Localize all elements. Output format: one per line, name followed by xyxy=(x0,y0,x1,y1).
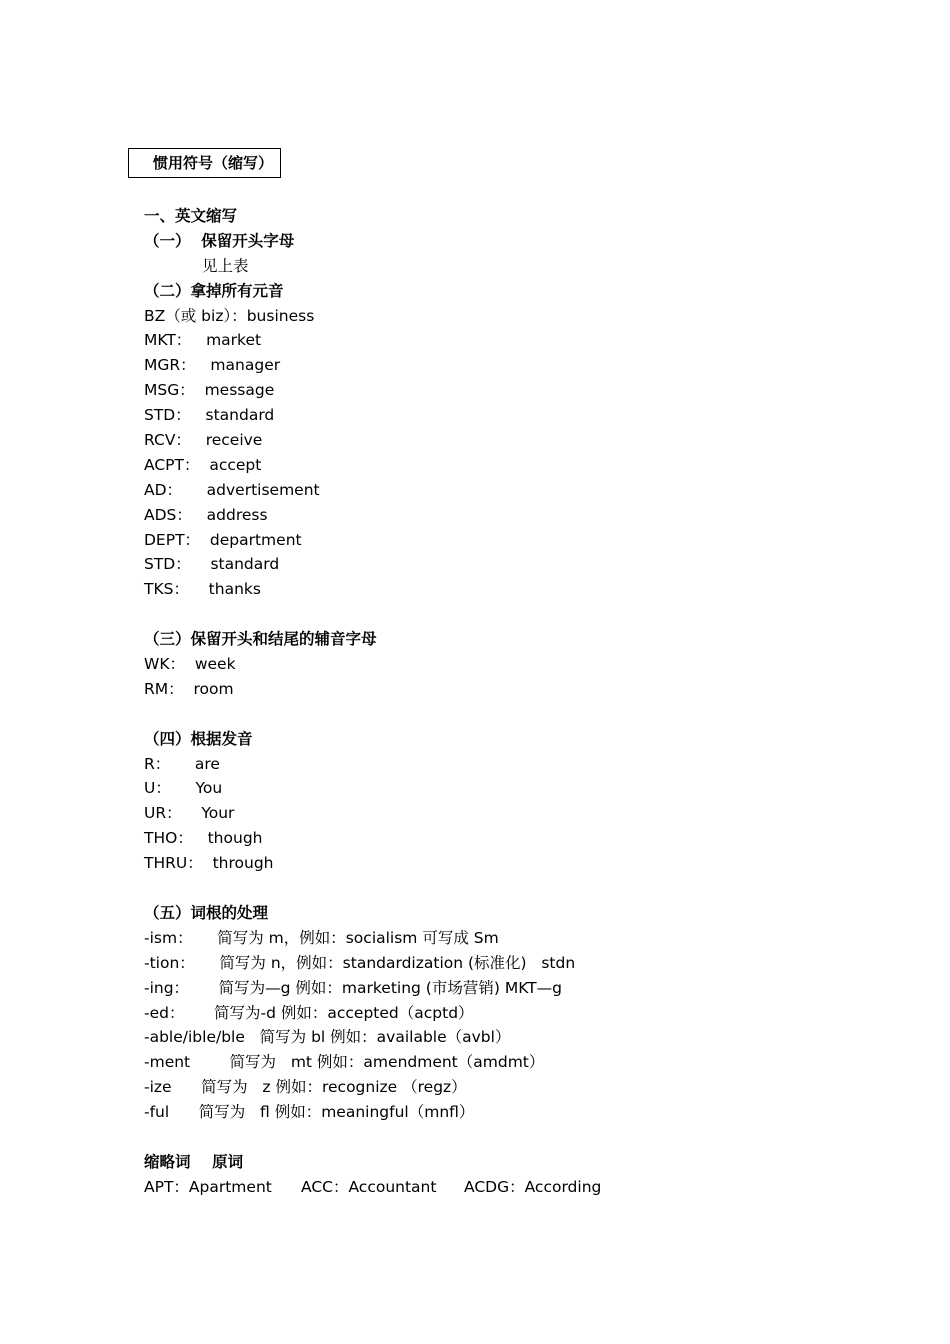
spacer xyxy=(144,602,904,627)
list-item: RM： room xyxy=(144,679,234,698)
list-item: THO： though xyxy=(144,829,263,848)
list-item: DEPT： department xyxy=(144,530,302,549)
section-1-note: 见上表 xyxy=(202,256,249,275)
list-item: -ing： 简写为—g 例如：marketing (市场营销) MKT—g xyxy=(144,978,562,997)
section-4-heading: （四）根据发音 xyxy=(144,729,253,748)
list-item: TKS： thanks xyxy=(144,580,261,599)
spacer xyxy=(144,702,904,727)
section-1-heading: （一） 保留开头字母 xyxy=(144,231,295,250)
list-item: -able/ible/ble 简写为 bl 例如：available（avbl） xyxy=(144,1028,511,1047)
glossary-entry: ACDG：According xyxy=(464,1177,602,1196)
list-item: -ment 简写为 mt 例如：amendment（amdmt） xyxy=(144,1053,545,1072)
page-title: 惯用符号（缩写） xyxy=(153,154,274,172)
document-body xyxy=(144,204,904,1200)
list-item: -ism： 简写为 m，例如：socialism 可写成 Sm xyxy=(144,928,499,947)
list-item: AD： advertisement xyxy=(144,480,320,499)
list-item: MKT： market xyxy=(144,331,262,350)
list-item: ACPT： accept xyxy=(144,455,262,474)
list-item: STD： standard xyxy=(144,406,275,425)
glossary-row xyxy=(144,1175,904,1200)
list-item: U： You xyxy=(144,779,223,798)
list-item: -ful 简写为 fl 例如：meaningful（mnfl） xyxy=(144,1103,475,1122)
list-item: BZ（或 biz）：business xyxy=(144,306,315,325)
list-item: THRU： through xyxy=(144,854,274,873)
glossary-heading: 缩略词 原词 xyxy=(144,1152,244,1171)
list-item: WK： week xyxy=(144,655,236,674)
list-item: -tion： 简写为 n，例如：standardization (标准化) stdn xyxy=(144,953,576,972)
title-box xyxy=(128,148,281,178)
list-item: MSG： message xyxy=(144,381,275,400)
section-3-heading: （三）保留开头和结尾的辅音字母 xyxy=(144,630,377,649)
list-item: MGR： manager xyxy=(144,356,281,375)
glossary-entry: APT：Apartment xyxy=(144,1177,272,1196)
glossary-entry: ACC：Accountant xyxy=(301,1177,437,1196)
list-item: ADS： address xyxy=(144,505,268,524)
main-heading: 一、英文缩写 xyxy=(144,207,238,225)
spacer xyxy=(144,1125,904,1150)
list-item: STD： standard xyxy=(144,555,280,574)
list-item: RCV： receive xyxy=(144,431,263,450)
list-item: UR： Your xyxy=(144,804,235,823)
section-5-heading: （五）词根的处理 xyxy=(144,903,269,922)
spacer xyxy=(144,876,904,901)
list-item: -ize 简写为 z 例如：recognize （regz） xyxy=(144,1078,467,1097)
list-item: R： are xyxy=(144,754,220,773)
section-2-heading: （二）拿掉所有元音 xyxy=(144,281,284,300)
list-item: -ed： 简写为-d 例如：accepted（acptd） xyxy=(144,1003,474,1022)
